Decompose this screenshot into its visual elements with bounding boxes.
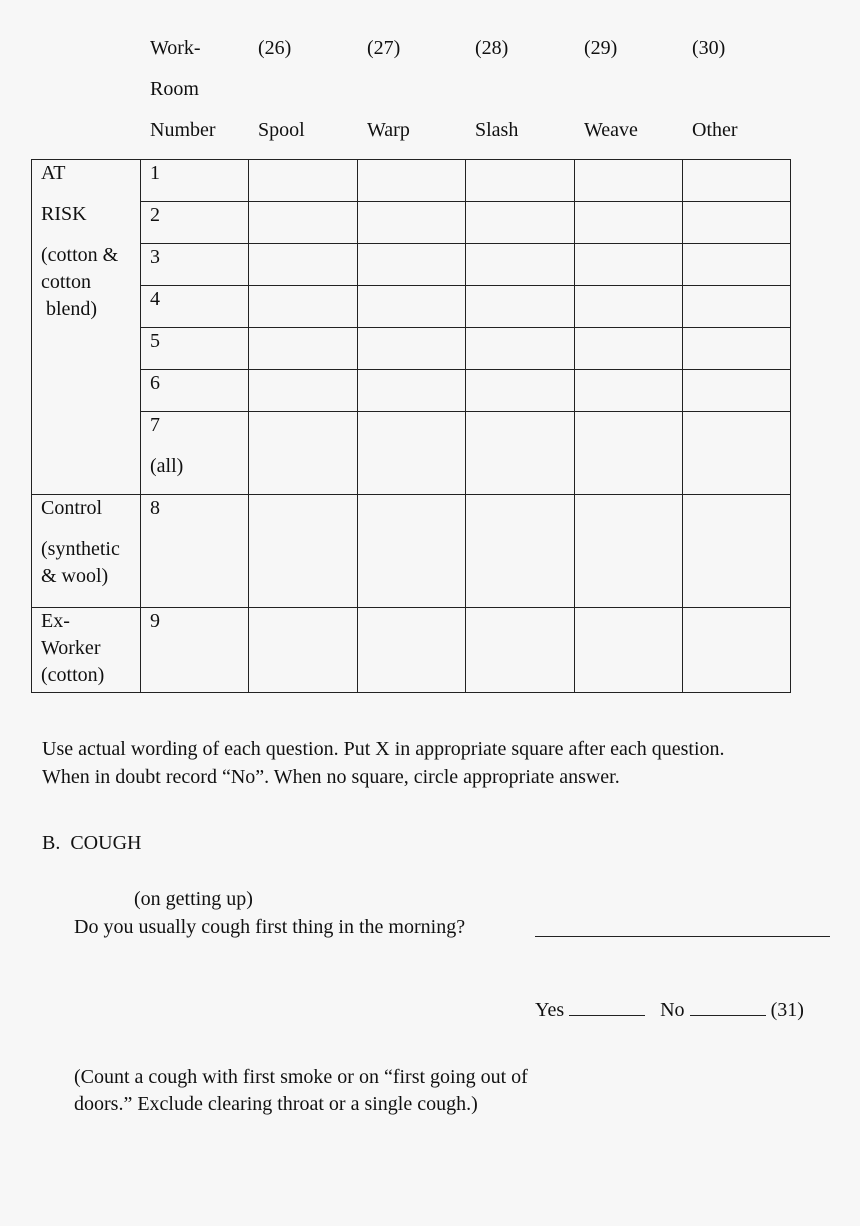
answer-cell[interactable] (466, 412, 575, 495)
answer-cell[interactable] (466, 286, 575, 328)
row-number-all: 7 (all) (141, 412, 249, 495)
answer-cell[interactable] (466, 370, 575, 412)
group-label-ex-worker: Ex- Worker (cotton) (32, 608, 141, 693)
yes-blank[interactable] (569, 995, 645, 1016)
section-heading: B. COUGH (42, 832, 142, 854)
instruction-line: Use actual wording of each question. Put X in appropriate square after each question. (42, 738, 725, 760)
answer-cell[interactable] (358, 495, 466, 608)
answer-cell[interactable] (249, 608, 358, 693)
question-subtext: (on getting up) (134, 888, 253, 910)
question-code: (31) (770, 999, 804, 1021)
column-code: (29) (584, 37, 618, 59)
answer-cell[interactable] (466, 202, 575, 244)
answer-cell[interactable] (249, 370, 358, 412)
answer-cell[interactable] (358, 412, 466, 495)
row-number: 6 (141, 370, 249, 412)
row-number: 5 (141, 328, 249, 370)
answer-cell[interactable] (249, 202, 358, 244)
workroom-number-header (150, 32, 216, 155)
answer-cell[interactable] (358, 160, 466, 202)
instruction-line: When in doubt record “No”. When no square, circle appropriate answer. (42, 766, 620, 788)
answer-cell[interactable] (466, 495, 575, 608)
answer-cell[interactable] (575, 244, 683, 286)
column-name: Warp (367, 119, 410, 141)
instructions (42, 735, 725, 791)
answer-cell[interactable] (249, 160, 358, 202)
answer-cell[interactable] (249, 328, 358, 370)
column-name: Spool (258, 119, 305, 141)
answer-cell[interactable] (575, 495, 683, 608)
answer-cell[interactable] (683, 328, 791, 370)
answer-cell[interactable] (575, 412, 683, 495)
column-name: Other (692, 119, 738, 141)
group-label-control: Control (synthetic & wool) (32, 495, 141, 608)
answer-cell[interactable] (358, 244, 466, 286)
column-header-spool (258, 32, 305, 155)
column-code: (27) (367, 37, 401, 59)
answer-cell[interactable] (466, 608, 575, 693)
answer-cell[interactable] (249, 244, 358, 286)
column-code: (28) (475, 37, 509, 59)
answer-cell[interactable] (683, 608, 791, 693)
row-number: 2 (141, 202, 249, 244)
header-line: Work- (150, 37, 201, 59)
answer-cell[interactable] (358, 328, 466, 370)
question-note: (Count a cough with first smoke or on “first going out of doors.” Exclude clearing throat or a single cough.) (74, 1066, 528, 1115)
workroom-grid (31, 159, 791, 693)
column-code: (30) (692, 37, 726, 59)
column-header-weave (584, 32, 638, 155)
row-number: 1 (141, 160, 249, 202)
answer-cell[interactable] (358, 202, 466, 244)
answer-cell[interactable] (575, 286, 683, 328)
answer-cell[interactable] (575, 160, 683, 202)
answer-cell[interactable] (358, 608, 466, 693)
answer-cell[interactable] (575, 608, 683, 693)
answer-cell[interactable] (683, 495, 791, 608)
column-header-slash (475, 32, 518, 155)
answer-cell[interactable] (358, 286, 466, 328)
column-name: Slash (475, 119, 519, 141)
answer-cell[interactable] (575, 202, 683, 244)
column-header-other (692, 32, 738, 155)
answer-cell[interactable] (466, 328, 575, 370)
yes-label: Yes (535, 999, 565, 1021)
no-blank[interactable] (690, 995, 766, 1016)
answer-cell[interactable] (249, 286, 358, 328)
group-label-at-risk: AT RISK (cotton & cotton blend) (32, 160, 141, 495)
question-text: Do you usually cough first thing in the morning? (74, 916, 466, 938)
answer-cell[interactable] (575, 328, 683, 370)
answer-line[interactable] (535, 936, 830, 937)
row-number: 3 (141, 244, 249, 286)
yes-no-answer (535, 995, 804, 1024)
row-number: 8 (141, 495, 249, 608)
answer-cell[interactable] (466, 244, 575, 286)
question-cough-morning (74, 885, 465, 941)
header-line: Number (150, 119, 216, 141)
column-header-warp (367, 32, 410, 155)
answer-cell[interactable] (466, 160, 575, 202)
answer-cell[interactable] (683, 412, 791, 495)
row-number: 4 (141, 286, 249, 328)
answer-cell[interactable] (249, 495, 358, 608)
answer-cell[interactable] (683, 202, 791, 244)
answer-cell[interactable] (683, 160, 791, 202)
answer-cell[interactable] (575, 370, 683, 412)
answer-cell[interactable] (249, 412, 358, 495)
column-code: (26) (258, 37, 292, 59)
column-name: Weave (584, 119, 638, 141)
header-line: Room (150, 78, 199, 100)
answer-cell[interactable] (683, 244, 791, 286)
answer-cell[interactable] (683, 370, 791, 412)
no-label: No (660, 999, 685, 1021)
answer-cell[interactable] (358, 370, 466, 412)
answer-cell[interactable] (683, 286, 791, 328)
row-number: 9 (141, 608, 249, 693)
